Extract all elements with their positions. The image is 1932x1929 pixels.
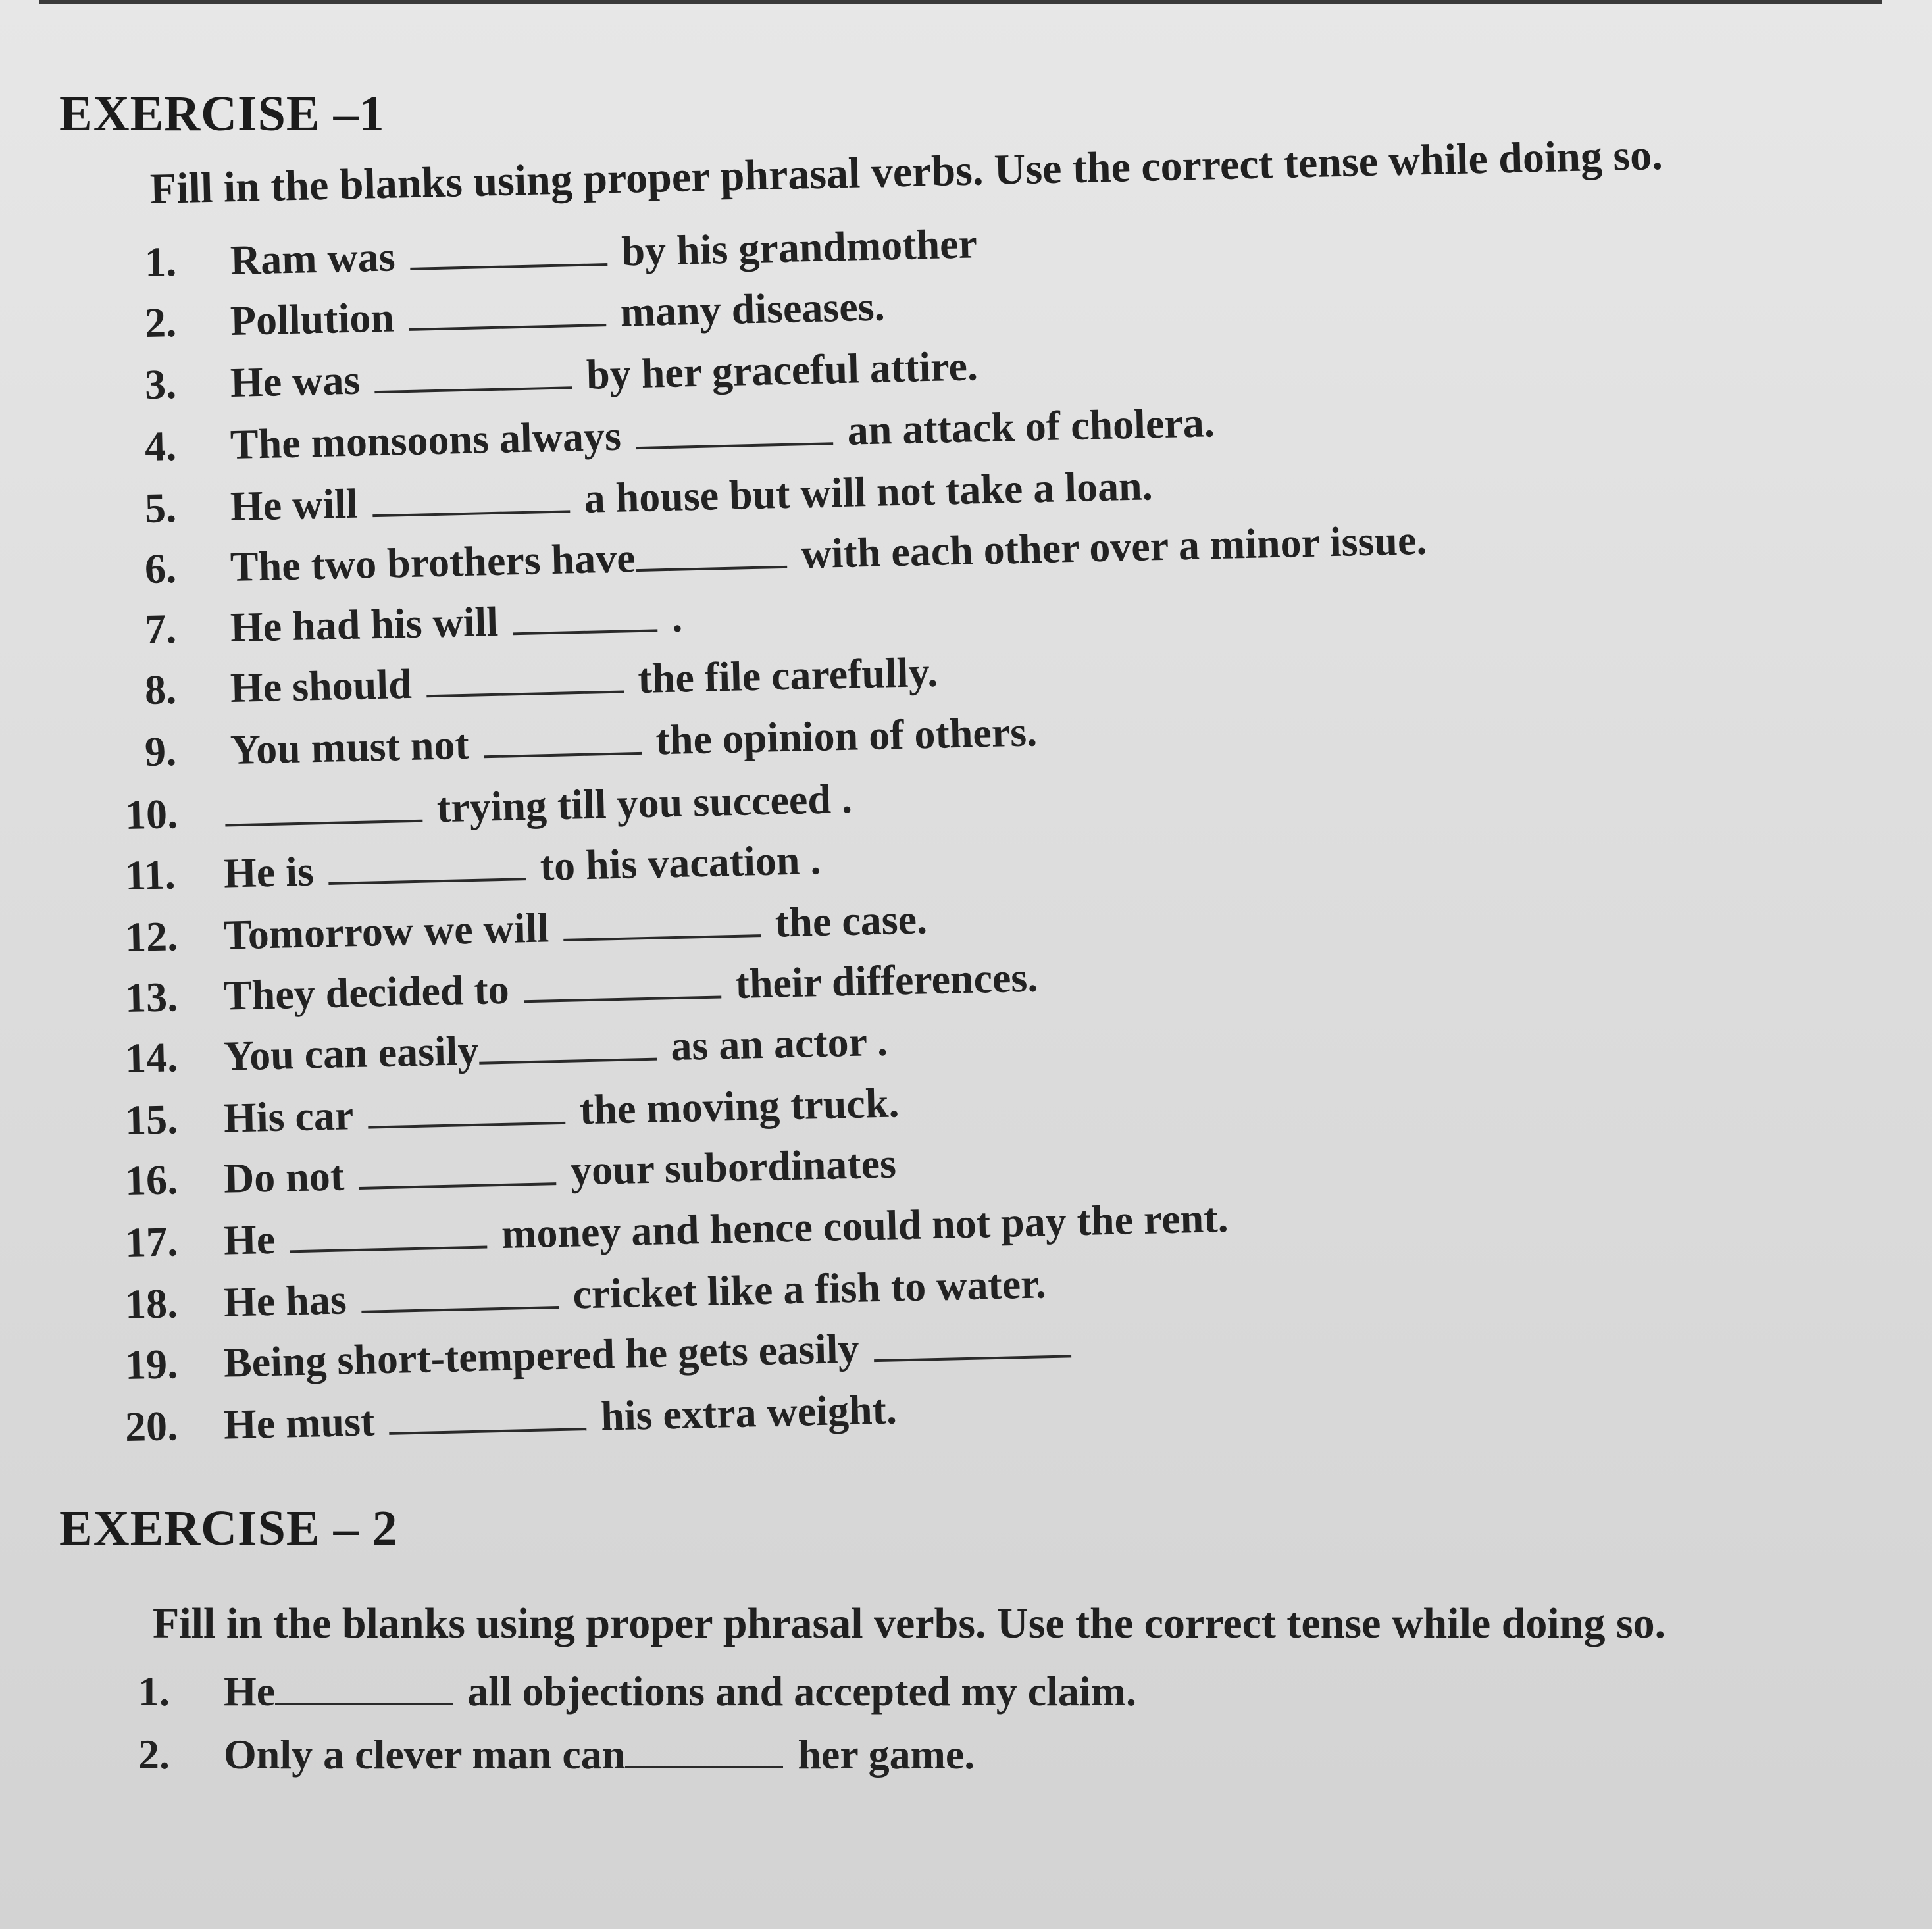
ex1-question-4: 4. The monsoons always an attack of cholera. [144, 399, 1215, 470]
answer-blank[interactable] [426, 654, 624, 698]
answer-blank[interactable] [408, 287, 606, 331]
ex1-question-16: 16. Do not your subordinates [124, 1140, 897, 1204]
exercise-2-instruction: Fill in the blanks using proper phrasal verbs. Use the correct tense while doing so. [153, 1599, 1666, 1647]
ex1-question-5: 5. He will a house but will not take a loan. [144, 462, 1154, 532]
ex1-question-12: 12. Tomorrow we will the case. [124, 895, 928, 961]
answer-blank[interactable] [563, 897, 761, 941]
answer-blank[interactable] [224, 783, 422, 827]
ex1-question-19: 19. Being short-tempered he gets easily [124, 1318, 1086, 1390]
ex1-question-10: 10. trying till you succeed . [124, 774, 853, 838]
answer-blank[interactable] [372, 473, 570, 517]
ex1-question-15: 15. His car the moving truck. [124, 1079, 900, 1143]
answer-blank[interactable] [635, 405, 833, 449]
ex1-question-7: 7. He had his will . [144, 591, 683, 654]
exercise-2-heading: EXERCISE – 2 [59, 1501, 398, 1556]
ex1-question-1: 1. Ram was by his grandmother [144, 220, 978, 286]
ex2-question-1: 1. He all objections and accepted my claim. [138, 1666, 1136, 1716]
answer-blank[interactable] [374, 349, 572, 393]
answer-blank[interactable] [512, 592, 657, 635]
ex1-question-6: 6. The two brothers have with each other over a minor issue. [144, 516, 1428, 592]
ex2-question-2: 2. Only a clever man can her game. [138, 1729, 975, 1779]
answer-blank[interactable] [873, 1318, 1071, 1362]
answer-blank[interactable] [388, 1391, 586, 1435]
exercise-1-heading: EXERCISE –1 [59, 86, 385, 141]
exercise-1-instruction: Fill in the blanks using proper phrasal verbs. Use the correct tense while doing so. [149, 130, 1664, 213]
top-rule [39, 0, 1882, 4]
ex1-question-11: 11. He is to his vacation . [124, 836, 822, 899]
answer-blank[interactable] [409, 226, 607, 270]
answer-blank[interactable] [625, 1729, 783, 1768]
answer-blank[interactable] [289, 1209, 487, 1253]
answer-blank[interactable] [361, 1269, 559, 1313]
ex1-question-20: 20. He must his extra weight. [124, 1386, 898, 1450]
ex1-question-18: 18. He has cricket like a fish to water. [124, 1260, 1047, 1328]
ex1-question-13: 13. They decided to their differences. [124, 953, 1038, 1021]
ex1-question-9: 9. You must not the opinion of others. [144, 708, 1038, 775]
answer-blank[interactable] [275, 1666, 453, 1705]
answer-blank[interactable] [483, 715, 642, 758]
answer-blank[interactable] [367, 1085, 565, 1129]
answer-blank[interactable] [523, 959, 721, 1003]
ex1-question-2: 2. Pollution many diseases. [144, 282, 886, 346]
ex1-question-8: 8. He should the file carefully. [144, 648, 938, 713]
answer-blank[interactable] [478, 1021, 657, 1065]
answer-blank[interactable] [358, 1145, 556, 1190]
ex1-question-14: 14. You can easily as an actor . [124, 1017, 888, 1082]
answer-blank[interactable] [328, 841, 526, 885]
answer-blank[interactable] [635, 529, 787, 572]
ex1-question-3: 3. He was by her graceful attire. [144, 342, 979, 408]
ex1-question-17: 17. He money and hence could not pay the rent. [124, 1193, 1229, 1266]
